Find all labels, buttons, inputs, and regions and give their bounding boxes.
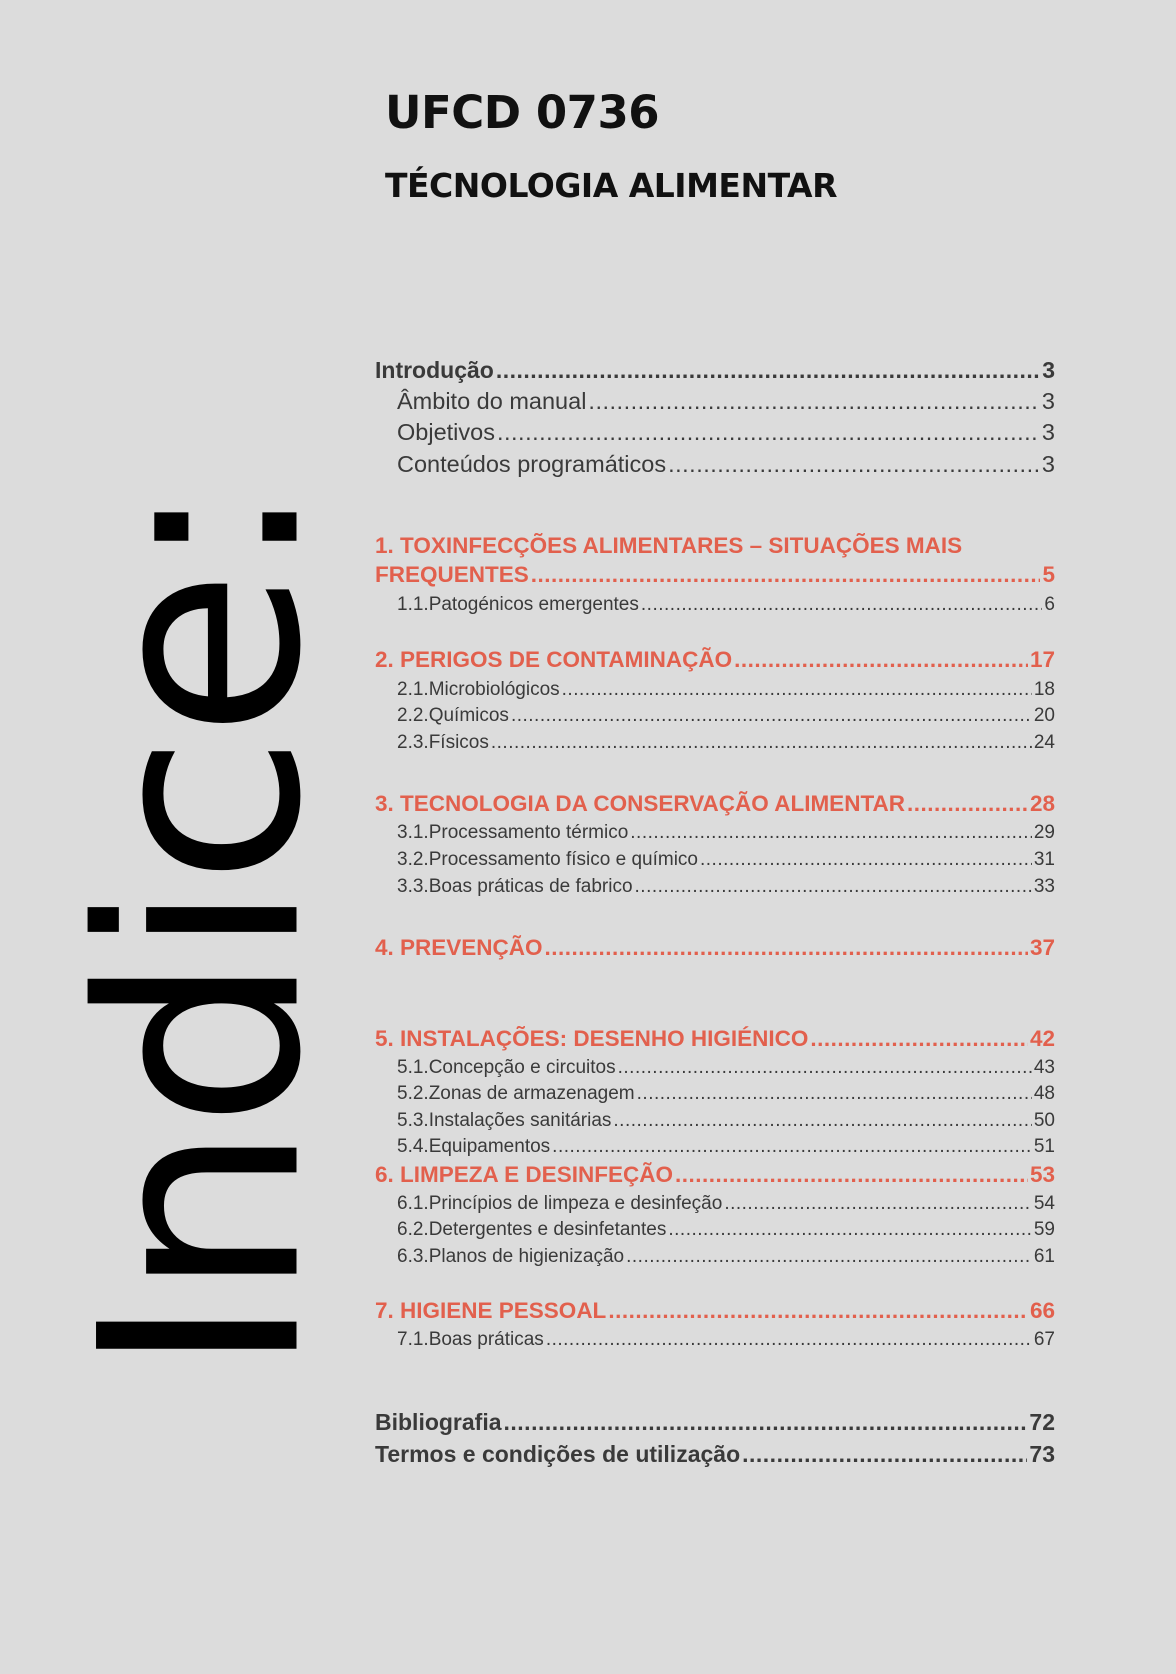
toc-leader-dots xyxy=(810,1026,1028,1052)
toc-entry-page: 42 xyxy=(1029,1026,1055,1051)
toc-subentry-2-1[interactable] xyxy=(397,679,1055,701)
toc-subentry-5-3[interactable] xyxy=(397,1110,1055,1132)
toc-entry-label: 6.2.Detergentes e desinfetantes xyxy=(397,1219,667,1240)
toc-leader-dots xyxy=(626,1246,1032,1268)
toc-subentry-2-2[interactable] xyxy=(397,705,1055,727)
toc-entry-page: 3 xyxy=(1041,451,1055,477)
toc-subentry-2-3[interactable] xyxy=(397,732,1055,754)
toc-entry-page: 66 xyxy=(1029,1298,1055,1323)
toc-entry-label: Termos e condições de utilização xyxy=(375,1441,741,1467)
toc-chapter-2[interactable] xyxy=(375,647,1055,673)
toc-entry-label: Objetivos xyxy=(397,419,495,445)
toc-leader-dots xyxy=(635,876,1032,898)
toc-leader-dots xyxy=(588,388,1040,415)
toc-leader-dots xyxy=(497,419,1040,446)
toc-entry-label: Âmbito do manual xyxy=(397,388,587,414)
toc-entry-page: 37 xyxy=(1029,935,1055,960)
toc-chapter-6[interactable] xyxy=(375,1162,1055,1188)
toc-entry-label: 6.1.Princípios de limpeza e desinfeção xyxy=(397,1193,723,1214)
toc-leader-dots xyxy=(552,1136,1032,1158)
toc-leader-dots xyxy=(613,1110,1031,1132)
toc-entry-label: Conteúdos programáticos xyxy=(397,451,667,477)
toc-leader-dots xyxy=(531,562,1041,588)
toc-entry-page: 51 xyxy=(1033,1136,1055,1157)
toc-entry-label: 3. TECNOLOGIA DA CONSERVAÇÃO ALIMENTAR xyxy=(375,791,906,816)
toc-entry-page: 3 xyxy=(1041,419,1055,445)
toc-subentry-3-1[interactable] xyxy=(397,822,1055,844)
toc-entry-label: 3.2.Processamento físico e químico xyxy=(397,849,698,870)
toc-entry-label: 5.4.Equipamentos xyxy=(397,1136,551,1157)
toc-leader-dots xyxy=(618,1057,1032,1079)
toc-leader-dots xyxy=(668,1219,1032,1241)
toc-chapter-1[interactable] xyxy=(375,562,1055,588)
toc-entry-label: 1.1.Patogénicos emergentes xyxy=(397,594,639,615)
toc-entry-label: 5. INSTALAÇÕES: DESENHO HIGIÉNICO xyxy=(375,1026,809,1051)
toc-entry-conteudos[interactable] xyxy=(397,451,1055,478)
toc-leader-dots xyxy=(545,935,1028,961)
document-title: TÉCNOLOGIA ALIMENTAR xyxy=(385,166,837,205)
toc-entry-label: 5.1.Concepção e circuitos xyxy=(397,1057,616,1078)
toc-subentry-3-2[interactable] xyxy=(397,849,1055,871)
toc-leader-dots xyxy=(700,849,1032,871)
toc-entry-label: Bibliografia xyxy=(375,1409,502,1435)
toc-leader-dots xyxy=(562,679,1032,701)
toc-entry-label: 2.1.Microbiológicos xyxy=(397,679,560,700)
toc-entry-label: 7.1.Boas práticas xyxy=(397,1329,544,1350)
toc-entry-label: 2.3.Físicos xyxy=(397,732,489,753)
toc-leader-dots xyxy=(742,1441,1027,1468)
toc-entry-page: 50 xyxy=(1033,1110,1055,1131)
toc-entry-page: 24 xyxy=(1033,732,1055,753)
toc-entry-page: 6 xyxy=(1044,594,1055,615)
toc-subentry-6-1[interactable] xyxy=(397,1193,1055,1215)
toc-entry-label: 5.3.Instalações sanitárias xyxy=(397,1110,612,1131)
toc-entry-page: 59 xyxy=(1033,1219,1055,1240)
toc-leader-dots xyxy=(630,822,1032,844)
toc-entry-page: 5 xyxy=(1042,562,1055,587)
toc-leader-dots xyxy=(724,1193,1032,1215)
toc-entry-page: 29 xyxy=(1033,822,1055,843)
toc-leader-dots xyxy=(496,357,1040,384)
toc-leader-dots xyxy=(608,1298,1028,1324)
toc-entry-page: 18 xyxy=(1033,679,1055,700)
toc-entry-termos[interactable] xyxy=(375,1441,1055,1468)
toc-leader-dots xyxy=(637,1083,1032,1105)
toc-leader-dots xyxy=(511,705,1032,727)
toc-chapter-7[interactable] xyxy=(375,1298,1055,1324)
toc-entry-page: 3 xyxy=(1041,388,1055,414)
toc-leader-dots xyxy=(504,1409,1028,1436)
toc-chapter-3[interactable] xyxy=(375,791,1055,817)
toc-subentry-7-1[interactable] xyxy=(397,1329,1055,1351)
toc-entry-label: 3.1.Processamento térmico xyxy=(397,822,629,843)
index-vertical-title: Indice: xyxy=(41,484,362,1376)
toc-leader-dots xyxy=(675,1162,1028,1188)
toc-leader-dots xyxy=(907,791,1028,817)
toc-subentry-6-3[interactable] xyxy=(397,1246,1055,1268)
toc-leader-dots xyxy=(641,594,1043,616)
toc-leader-dots xyxy=(546,1329,1032,1351)
toc-entry-page: 31 xyxy=(1033,849,1055,870)
toc-subentry-6-2[interactable] xyxy=(397,1219,1055,1241)
toc-entry-label: 6.3.Planos de higienização xyxy=(397,1246,625,1267)
toc-entry-page: 48 xyxy=(1033,1083,1055,1104)
toc-chapter-1-line1[interactable]: 1. TOXINFECÇÕES ALIMENTARES – SITUAÇÕES MAIS xyxy=(375,533,963,558)
toc-leader-dots xyxy=(491,732,1032,754)
toc-entry-page: 3 xyxy=(1042,357,1055,383)
toc-entry-introducao[interactable] xyxy=(375,357,1055,384)
toc-subentry-1-1[interactable] xyxy=(397,594,1055,616)
toc-entry-page: 67 xyxy=(1033,1329,1055,1350)
toc-entry-label: 3.3.Boas práticas de fabrico xyxy=(397,876,633,897)
toc-entry-page: 54 xyxy=(1033,1193,1055,1214)
toc-subentry-5-1[interactable] xyxy=(397,1057,1055,1079)
toc-entry-label: 5.2.Zonas de armazenagem xyxy=(397,1083,635,1104)
toc-entry-page: 53 xyxy=(1029,1162,1055,1187)
toc-entry-page: 43 xyxy=(1033,1057,1055,1078)
toc-entry-label: 6. LIMPEZA E DESINFEÇÃO xyxy=(375,1162,673,1187)
toc-chapter-5[interactable] xyxy=(375,1026,1055,1052)
toc-subentry-5-4[interactable] xyxy=(397,1136,1055,1158)
toc-leader-dots xyxy=(734,647,1028,673)
toc-entry-page: 28 xyxy=(1029,791,1055,816)
toc-entry-label: 7. HIGIENE PESSOAL xyxy=(375,1298,607,1323)
toc-entry-label: Introdução xyxy=(375,357,494,383)
toc-chapter-4[interactable] xyxy=(375,935,1055,961)
toc-entry-ambito[interactable] xyxy=(397,388,1055,415)
toc-entry-page: 61 xyxy=(1033,1246,1055,1267)
toc-entry-label: 2. PERIGOS DE CONTAMINAÇÃO xyxy=(375,647,733,672)
toc-entry-objetivos[interactable] xyxy=(397,419,1055,446)
toc-entry-label: 2.2.Químicos xyxy=(397,705,509,726)
toc-entry-page: 33 xyxy=(1033,876,1055,897)
toc-entry-label: 4. PREVENÇÃO xyxy=(375,935,543,960)
document-code: UFCD 0736 xyxy=(385,86,660,139)
toc-entry-label: FREQUENTES xyxy=(375,562,529,587)
toc-entry-page: 17 xyxy=(1029,647,1055,672)
toc-entry-bibliografia[interactable] xyxy=(375,1409,1055,1436)
toc-entry-page: 20 xyxy=(1033,705,1055,726)
toc-subentry-5-2[interactable] xyxy=(397,1083,1055,1105)
toc-subentry-3-3[interactable] xyxy=(397,876,1055,898)
toc-entry-page: 72 xyxy=(1029,1409,1055,1435)
toc-leader-dots xyxy=(668,451,1040,478)
toc-entry-page: 73 xyxy=(1029,1441,1055,1467)
